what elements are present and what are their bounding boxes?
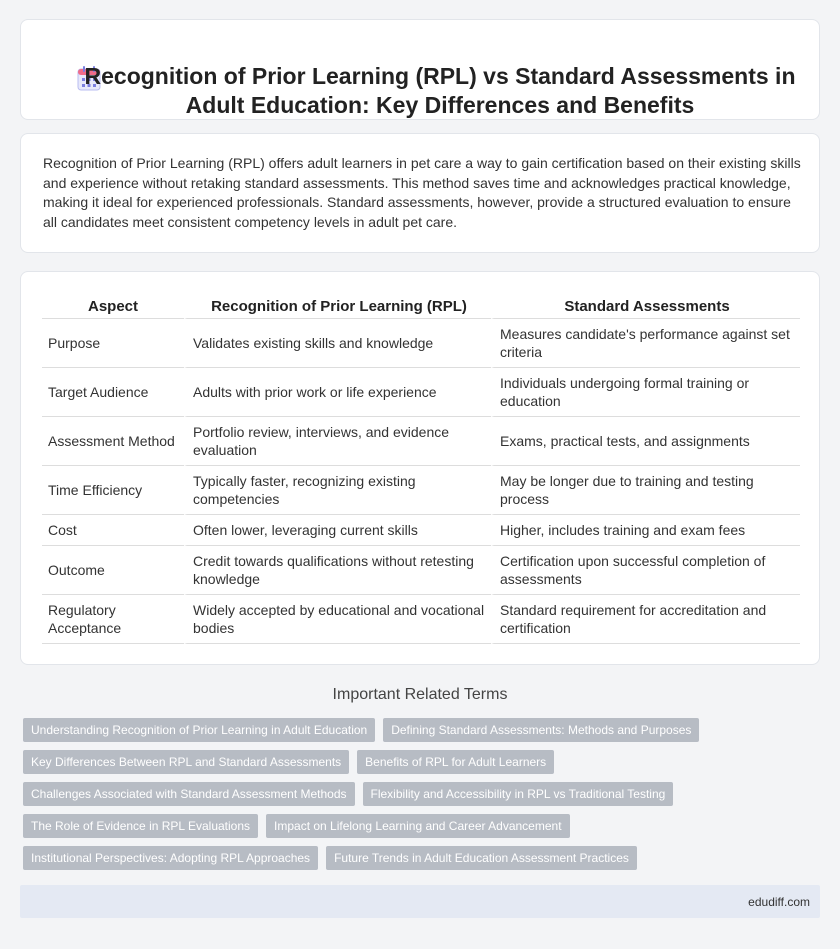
- table-row: [42, 515, 800, 546]
- related-term-tag[interactable]: Future Trends in Adult Education Assessment Practices: [326, 846, 637, 870]
- header-aspect: Aspect: [42, 295, 184, 319]
- cell-rpl: Adults with prior work or life experience: [184, 368, 491, 417]
- related-term-tag[interactable]: Understanding Recognition of Prior Learning in Adult Education: [23, 718, 375, 742]
- cell-rpl: Widely accepted by educational and vocational bodies: [184, 595, 491, 644]
- table-header-row: [42, 295, 800, 319]
- cell-aspect: Target Audience: [42, 368, 184, 417]
- cell-aspect: Cost: [42, 515, 184, 546]
- table-row: [42, 319, 800, 368]
- table-row: [42, 546, 800, 595]
- cell-rpl: Often lower, leveraging current skills: [184, 515, 491, 546]
- cell-standard: Certification upon successful completion of assessments: [491, 546, 800, 595]
- related-term-tag[interactable]: Key Differences Between RPL and Standard Assessments: [23, 750, 349, 774]
- intro-paragraph: Recognition of Prior Learning (RPL) offers adult learners in pet care a way to gain certification based on their existing skills and experience without retaking standard assessments. This method saves time and acknowledges practical knowledge, making it ideal for experienced professionals. Standard assessments, however, provide a structured evaluation to ensure all candidates meet consistent competency levels in adult pet care.: [43, 155, 801, 230]
- title-card: [20, 19, 820, 120]
- cell-standard: Individuals undergoing formal training or education: [491, 368, 800, 417]
- related-term-tag[interactable]: Challenges Associated with Standard Assessment Methods: [23, 782, 355, 806]
- table-row: [42, 368, 800, 417]
- related-term-tag[interactable]: Benefits of RPL for Adult Learners: [357, 750, 554, 774]
- cell-aspect: Purpose: [42, 319, 184, 368]
- cell-aspect: Outcome: [42, 546, 184, 595]
- intro-card: [20, 133, 820, 253]
- footer: [20, 885, 820, 918]
- cell-aspect: Regulatory Acceptance: [42, 595, 184, 644]
- cell-standard: Measures candidate's performance against set criteria: [491, 319, 800, 368]
- related-term-tag[interactable]: The Role of Evidence in RPL Evaluations: [23, 814, 258, 838]
- related-term-tag[interactable]: Flexibility and Accessibility in RPL vs Traditional Testing: [363, 782, 674, 806]
- footer-site-link[interactable]: edudiff.com: [748, 895, 810, 909]
- cell-standard: May be longer due to training and testing process: [491, 466, 800, 515]
- cell-aspect: Time Efficiency: [42, 466, 184, 515]
- related-term-tag[interactable]: Institutional Perspectives: Adopting RPL Approaches: [23, 846, 318, 870]
- header-rpl: Recognition of Prior Learning (RPL): [184, 295, 491, 319]
- related-terms-list: [23, 718, 803, 878]
- table-row: [42, 417, 800, 466]
- comparison-card: [20, 271, 820, 665]
- cell-rpl: Credit towards qualifications without retesting knowledge: [184, 546, 491, 595]
- header-standard: Standard Assessments: [491, 295, 800, 319]
- cell-standard: Standard requirement for accreditation and certification: [491, 595, 800, 644]
- cell-standard: Exams, practical tests, and assignments: [491, 417, 800, 466]
- comparison-table: [42, 295, 800, 644]
- cell-aspect: Assessment Method: [42, 417, 184, 466]
- cell-rpl: Validates existing skills and knowledge: [184, 319, 491, 368]
- cell-standard: Higher, includes training and exam fees: [491, 515, 800, 546]
- related-term-tag[interactable]: Defining Standard Assessments: Methods and Purposes: [383, 718, 699, 742]
- table-row: [42, 466, 800, 515]
- related-term-tag[interactable]: Impact on Lifelong Learning and Career Advancement: [266, 814, 570, 838]
- cell-rpl: Typically faster, recognizing existing competencies: [184, 466, 491, 515]
- table-row: [42, 595, 800, 644]
- related-terms-heading: Important Related Terms: [332, 686, 508, 703]
- page-title: Recognition of Prior Learning (RPL) vs Standard Assessments in Adult Education: Key Differences and Benefits: [84, 63, 796, 118]
- cell-rpl: Portfolio review, interviews, and evidence evaluation: [184, 417, 491, 466]
